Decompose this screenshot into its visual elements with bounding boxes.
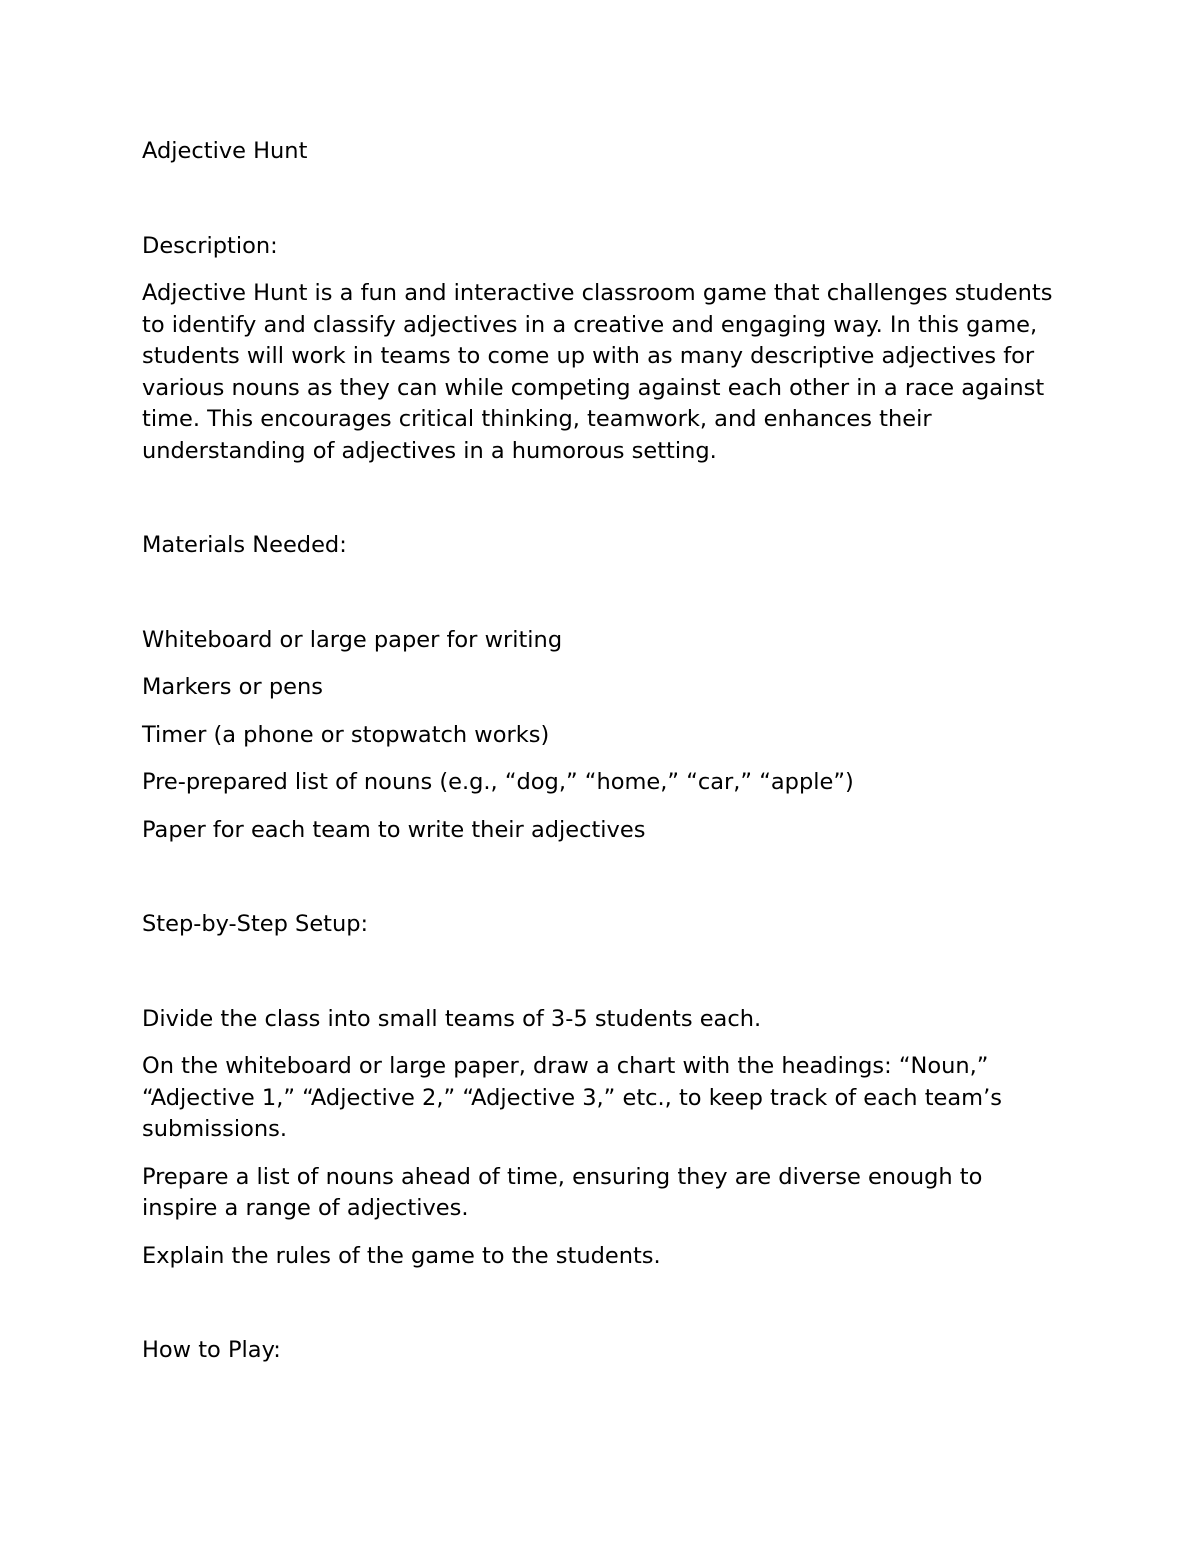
description-heading: Description: [142, 232, 278, 259]
materials-item: Paper for each team to write their adjectives [142, 816, 646, 843]
setup-heading: Step-by-Step Setup: [142, 911, 369, 937]
setup-step: Prepare a list of nouns ahead of time, ensuring they are diverse enough to inspire a range of adjectives. [142, 1163, 983, 1221]
document-body [142, 136, 1062, 1383]
materials-heading: Materials Needed: [142, 532, 347, 558]
description-paragraph: Adjective Hunt is a fun and interactive classroom game that challenges students to identify and classify adjectives in a creative and engaging way. In this game, students will work in teams to come up with as many descriptive adjectives for various nouns as they can while competing against each other in a race against time. This encourages critical thinking, teamwork, and enhances their understanding of adjectives in a humorous setting. [142, 280, 1053, 464]
setup-step: Explain the rules of the game to the students. [142, 1242, 661, 1269]
materials-item: Whiteboard or large paper for writing [142, 626, 563, 653]
setup-step: On the whiteboard or large paper, draw a chart with the headings: “Noun,” “Adjective 1,” “Adjective 2,” “Adjective 3,” etc., to keep track of each team’s submissions. [142, 1053, 1002, 1142]
materials-item: Pre-prepared list of nouns (e.g., “dog,” “home,” “car,” “apple”) [142, 769, 854, 795]
materials-item: Timer (a phone or stopwatch works) [142, 721, 550, 748]
how-to-play-heading: How to Play: [142, 1337, 281, 1363]
materials-item: Markers or pens [142, 674, 323, 700]
document-title: Adjective Hunt [142, 138, 308, 164]
setup-step: Divide the class into small teams of 3-5 students each. [142, 1005, 762, 1032]
